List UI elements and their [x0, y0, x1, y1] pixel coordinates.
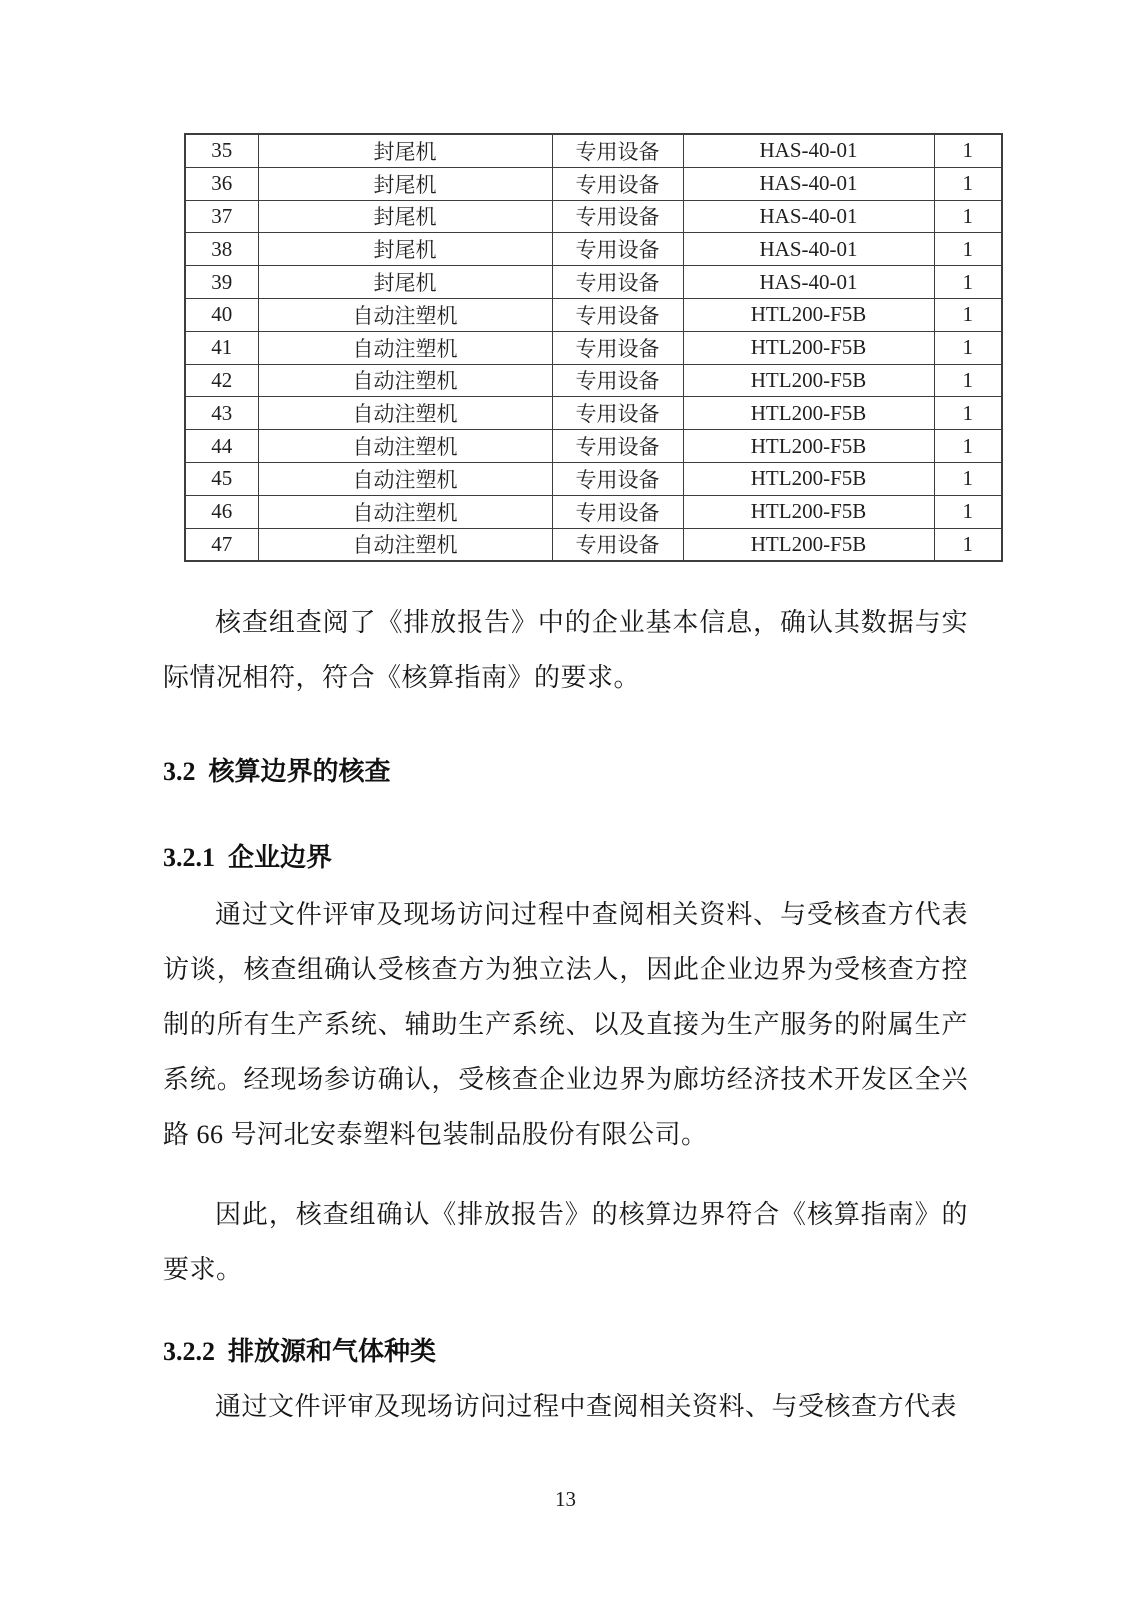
table-cell: 40	[185, 298, 258, 331]
table-cell: 专用设备	[552, 200, 683, 233]
table-cell: HTL200-F5B	[683, 298, 934, 331]
table-cell: HTL200-F5B	[683, 462, 934, 495]
table-cell: 1	[934, 200, 1002, 233]
table-cell: 自动注塑机	[258, 331, 552, 364]
table-row	[185, 167, 1002, 200]
equipment-table-body	[185, 134, 1002, 561]
table-cell: HTL200-F5B	[683, 397, 934, 430]
table-cell: 43	[185, 397, 258, 430]
table-row	[185, 134, 1002, 167]
paragraph-emission-sources: 通过文件评审及现场访问过程中查阅相关资料、与受核查方代表	[215, 1392, 958, 1422]
table-cell: 专用设备	[552, 266, 683, 299]
table-cell: 1	[934, 528, 1002, 561]
table-cell: HAS-40-01	[683, 200, 934, 233]
table-cell: 1	[934, 266, 1002, 299]
table-cell: 自动注塑机	[258, 462, 552, 495]
table-cell: 36	[185, 167, 258, 200]
table-cell: 专用设备	[552, 167, 683, 200]
table-cell: 专用设备	[552, 528, 683, 561]
equipment-table	[184, 133, 1003, 562]
table-cell: 1	[934, 462, 1002, 495]
table-row	[185, 233, 1002, 266]
table-cell: HAS-40-01	[683, 233, 934, 266]
paragraph-enterprise-boundary: 通过文件评审及现场访问过程中查阅相关资料、与受核查方代表访谈，核查组确认受核查方为独立法人，因此企业边界为受核查方控制的所有生产系统、辅助生产系统、以及直接为生产服务的附属生产系统。经现场参访确认，受核查企业边界为廊坊经济技术开发区全兴路 66 号河北安泰塑料包装制品股份有限公司。	[163, 900, 968, 1150]
table-cell: 1	[934, 233, 1002, 266]
table-cell: HAS-40-01	[683, 134, 934, 167]
table-cell: 44	[185, 430, 258, 463]
table-row	[185, 430, 1002, 463]
table-row	[185, 528, 1002, 561]
table-cell: 专用设备	[552, 430, 683, 463]
table-cell: 1	[934, 331, 1002, 364]
table-cell: 41	[185, 331, 258, 364]
table-cell: 47	[185, 528, 258, 561]
table-cell: 35	[185, 134, 258, 167]
table-row	[185, 331, 1002, 364]
table-cell: 38	[185, 233, 258, 266]
table-cell: 自动注塑机	[258, 430, 552, 463]
table-cell: 封尾机	[258, 134, 552, 167]
table-cell: 1	[934, 364, 1002, 397]
table-cell: 专用设备	[552, 397, 683, 430]
table-row	[185, 364, 1002, 397]
table-cell: 45	[185, 462, 258, 495]
table-row	[185, 200, 1002, 233]
table-cell: 1	[934, 298, 1002, 331]
table-cell: 封尾机	[258, 200, 552, 233]
table-cell: HAS-40-01	[683, 167, 934, 200]
table-cell: 自动注塑机	[258, 397, 552, 430]
table-cell: 46	[185, 495, 258, 528]
paragraph-boundary-conclusion: 因此，核查组确认《排放报告》的核算边界符合《核算指南》的要求。	[163, 1200, 968, 1285]
table-cell: 自动注塑机	[258, 298, 552, 331]
table-cell: 39	[185, 266, 258, 299]
table-cell: 37	[185, 200, 258, 233]
table-row	[185, 462, 1002, 495]
heading-3-2-2-emission-sources: 3.2.2 排放源和气体种类	[163, 1337, 437, 1367]
table-cell: 专用设备	[552, 331, 683, 364]
table-row	[185, 397, 1002, 430]
table-cell: 专用设备	[552, 134, 683, 167]
table-cell: 42	[185, 364, 258, 397]
table-cell: 封尾机	[258, 167, 552, 200]
table-cell: HTL200-F5B	[683, 430, 934, 463]
table-cell: HAS-40-01	[683, 266, 934, 299]
heading-3-2-1-enterprise-boundary: 3.2.1 企业边界	[163, 843, 333, 873]
table-cell: 专用设备	[552, 462, 683, 495]
table-cell: 专用设备	[552, 233, 683, 266]
table-cell: HTL200-F5B	[683, 528, 934, 561]
table-row	[185, 495, 1002, 528]
table-cell: 自动注塑机	[258, 495, 552, 528]
table-cell: 专用设备	[552, 364, 683, 397]
table-cell: HTL200-F5B	[683, 331, 934, 364]
table-cell: 专用设备	[552, 495, 683, 528]
table-cell: 自动注塑机	[258, 528, 552, 561]
table-row	[185, 266, 1002, 299]
table-cell: 自动注塑机	[258, 364, 552, 397]
paragraph-basic-info: 核查组查阅了《排放报告》中的企业基本信息，确认其数据与实际情况相符，符合《核算指南》的要求。	[163, 608, 968, 693]
table-cell: 封尾机	[258, 233, 552, 266]
table-row	[185, 298, 1002, 331]
table-cell: 1	[934, 495, 1002, 528]
table-cell: 1	[934, 167, 1002, 200]
page-number: 13	[555, 1487, 576, 1512]
table-cell: 1	[934, 134, 1002, 167]
table-cell: 专用设备	[552, 298, 683, 331]
heading-3-2-accounting-boundary: 3.2 核算边界的核查	[163, 757, 391, 787]
table-cell: HTL200-F5B	[683, 495, 934, 528]
table-cell: 1	[934, 430, 1002, 463]
table-cell: HTL200-F5B	[683, 364, 934, 397]
table-cell: 封尾机	[258, 266, 552, 299]
table-cell: 1	[934, 397, 1002, 430]
